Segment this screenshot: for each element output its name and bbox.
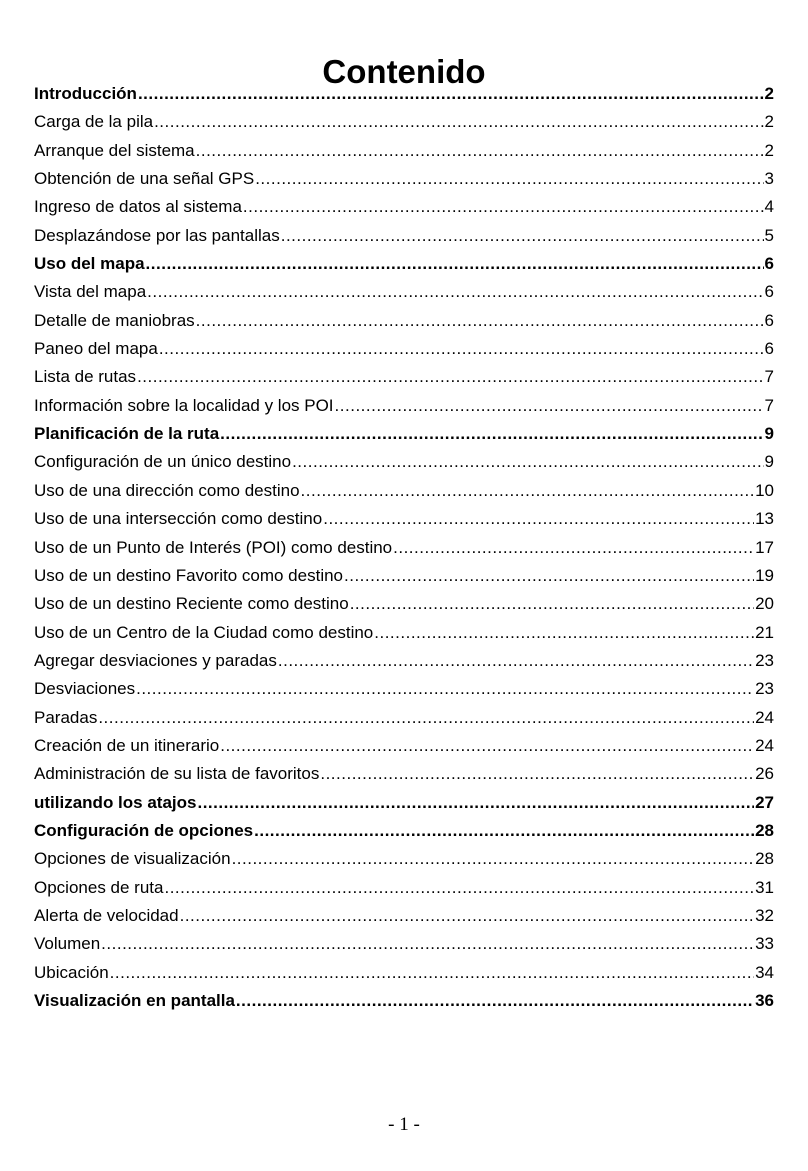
- toc-dot-leader: [344, 562, 754, 590]
- toc-entry[interactable]: [34, 732, 774, 760]
- toc-entry[interactable]: [34, 363, 774, 391]
- toc-entry-label: Volumen: [34, 934, 101, 954]
- toc-dot-leader: [196, 137, 764, 165]
- toc-entry[interactable]: [34, 80, 774, 108]
- toc-entry[interactable]: [34, 789, 774, 817]
- toc-entry[interactable]: [34, 137, 774, 165]
- toc-entry-label: Desplazándose por las pantallas: [34, 225, 280, 245]
- toc-dot-leader: [335, 392, 764, 420]
- toc-entry[interactable]: [34, 562, 774, 590]
- toc-entry-label: Uso del mapa: [34, 254, 145, 274]
- toc-entry-label: Configuración de opciones: [34, 820, 254, 840]
- toc-entry-label: Administración de su lista de favoritos: [34, 764, 320, 784]
- toc-entry[interactable]: [34, 392, 774, 420]
- toc-dot-leader: [159, 335, 764, 363]
- toc-entry-page: 6: [764, 254, 774, 274]
- toc-entry[interactable]: [34, 534, 774, 562]
- toc-entry[interactable]: [34, 448, 774, 476]
- toc-entry-page: 24: [755, 707, 774, 727]
- toc-entry-page: 28: [755, 849, 774, 869]
- page-title: Contenido: [322, 53, 486, 91]
- toc-entry[interactable]: [34, 505, 774, 533]
- toc-entry-page: 10: [755, 480, 774, 500]
- toc-entry[interactable]: [34, 987, 774, 1015]
- toc-entry-page: 21: [755, 622, 774, 642]
- toc-entry-page: 6: [764, 282, 774, 302]
- toc-entry-label: Introducción: [34, 84, 137, 103]
- toc-dot-leader: [374, 619, 754, 647]
- toc-entry-page: 20: [755, 594, 774, 614]
- toc-entry-label: Información sobre la localidad y los POI: [34, 395, 334, 415]
- toc-entry-page: 33: [755, 934, 774, 954]
- toc-entry-label: Arranque del sistema: [34, 140, 195, 160]
- toc-entry-page: 36: [755, 991, 774, 1010]
- toc-entry-label: Paradas: [34, 707, 98, 727]
- toc-entry-label: Uso de un destino Favorito como destino: [34, 565, 344, 585]
- toc-entry-label: Obtención de una señal GPS: [34, 169, 255, 189]
- toc-entry[interactable]: [34, 930, 774, 958]
- toc-entry-label: Uso de un Punto de Interés (POI) como destino: [34, 537, 393, 557]
- toc-entry-page: 13: [755, 509, 774, 529]
- toc-entry-label: Lista de rutas: [34, 367, 137, 387]
- toc-entry-label: Planificación de la ruta: [34, 424, 220, 444]
- toc-entry-page: 5: [764, 225, 774, 245]
- toc-entry[interactable]: [34, 817, 774, 845]
- toc-entry-label: Uso de un destino Reciente como destino: [34, 594, 349, 614]
- toc-dot-leader: [138, 80, 764, 108]
- toc-dot-leader: [255, 165, 763, 193]
- toc-dot-leader: [180, 902, 754, 930]
- toc-entry-page: 2: [764, 140, 774, 160]
- toc-dot-leader: [197, 789, 754, 817]
- toc-dot-leader: [254, 817, 754, 845]
- toc-entry[interactable]: [34, 250, 774, 278]
- toc-entry-label: Uso de un Centro de la Ciudad como destino: [34, 622, 374, 642]
- toc-entry-page: 6: [764, 339, 774, 359]
- toc-dot-leader: [278, 647, 754, 675]
- toc-dot-leader: [323, 505, 754, 533]
- toc-entry[interactable]: [34, 193, 774, 221]
- toc-dot-leader: [98, 704, 754, 732]
- toc-entry-page: 27: [755, 792, 774, 812]
- toc-entry-label: Alerta de velocidad: [34, 905, 179, 925]
- toc-entry[interactable]: [34, 108, 774, 136]
- toc-entry[interactable]: [34, 477, 774, 505]
- toc-dot-leader: [220, 732, 754, 760]
- toc-entry[interactable]: [34, 845, 774, 873]
- toc-entry-page: 9: [764, 452, 774, 472]
- toc-entry-page: 24: [755, 735, 774, 755]
- toc-dot-leader: [393, 534, 754, 562]
- toc-entry[interactable]: [34, 222, 774, 250]
- toc-entry-label: Uso de una dirección como destino: [34, 480, 300, 500]
- toc-entry-page: 23: [755, 650, 774, 670]
- toc-entry-label: Uso de una intersección como destino: [34, 509, 323, 529]
- toc-entry[interactable]: [34, 619, 774, 647]
- toc-entry[interactable]: [34, 959, 774, 987]
- toc-entry-label: Desviaciones: [34, 679, 136, 699]
- toc-entry-page: 17: [755, 537, 774, 557]
- toc-entry-page: 19: [755, 565, 774, 585]
- toc-entry[interactable]: [34, 165, 774, 193]
- toc-entry-page: 6: [764, 310, 774, 330]
- toc-entry-label: Agregar desviaciones y paradas: [34, 650, 277, 670]
- toc-dot-leader: [136, 675, 754, 703]
- toc-entry[interactable]: [34, 902, 774, 930]
- toc-entry-page: 23: [755, 679, 774, 699]
- toc-entry-label: Ingreso de datos al sistema: [34, 197, 242, 217]
- toc-entry[interactable]: [34, 874, 774, 902]
- toc-entry[interactable]: [34, 420, 774, 448]
- toc-dot-leader: [281, 222, 764, 250]
- toc-entry-page: 26: [755, 764, 774, 784]
- toc-entry-label: Creación de un itinerario: [34, 735, 220, 755]
- toc-dot-leader: [137, 363, 763, 391]
- toc-dot-leader: [292, 448, 763, 476]
- toc-entry-label: Detalle de maniobras: [34, 310, 195, 330]
- table-of-contents: [34, 80, 774, 1015]
- toc-entry-page: 4: [764, 197, 774, 217]
- toc-entry-label: Vista del mapa: [34, 282, 147, 302]
- toc-entry-page: 2: [764, 84, 774, 103]
- toc-entry-page: 7: [764, 395, 774, 415]
- toc-entry[interactable]: [34, 647, 774, 675]
- toc-entry[interactable]: [34, 335, 774, 363]
- toc-dot-leader: [232, 845, 755, 873]
- toc-dot-leader: [196, 307, 764, 335]
- toc-entry[interactable]: [34, 590, 774, 618]
- toc-dot-leader: [110, 959, 754, 987]
- toc-entry-page: 2: [764, 112, 774, 132]
- toc-dot-leader: [236, 987, 754, 1015]
- toc-entry-label: Configuración de un único destino: [34, 452, 292, 472]
- toc-entry-label: utilizando los atajos: [34, 792, 197, 812]
- toc-dot-leader: [147, 278, 763, 306]
- toc-entry-page: 28: [755, 820, 774, 840]
- toc-entry[interactable]: [34, 760, 774, 788]
- toc-entry-page: 7: [764, 367, 774, 387]
- toc-entry-label: Paneo del mapa: [34, 339, 158, 359]
- toc-dot-leader: [243, 193, 764, 221]
- toc-dot-leader: [320, 760, 754, 788]
- toc-dot-leader: [154, 108, 763, 136]
- toc-entry[interactable]: [34, 704, 774, 732]
- toc-entry-page: 32: [755, 905, 774, 925]
- page-number: - 1 -: [388, 1114, 420, 1135]
- toc-entry-page: 9: [764, 424, 774, 444]
- toc-dot-leader: [101, 930, 754, 958]
- toc-entry[interactable]: [34, 278, 774, 306]
- toc-entry-label: Opciones de visualización: [34, 849, 231, 869]
- toc-entry-page: 34: [755, 962, 774, 982]
- toc-dot-leader: [350, 590, 754, 618]
- toc-entry-page: 3: [764, 169, 774, 189]
- toc-entry-label: Carga de la pila: [34, 112, 154, 132]
- toc-entry-label: Visualización en pantalla: [34, 991, 235, 1010]
- toc-dot-leader: [164, 874, 754, 902]
- toc-entry[interactable]: [34, 675, 774, 703]
- toc-entry[interactable]: [34, 307, 774, 335]
- toc-entry-page: 31: [755, 877, 774, 897]
- toc-dot-leader: [301, 477, 755, 505]
- toc-dot-leader: [146, 250, 764, 278]
- toc-entry-label: Ubicación: [34, 962, 109, 982]
- toc-entry-label: Opciones de ruta: [34, 877, 164, 897]
- toc-dot-leader: [220, 420, 763, 448]
